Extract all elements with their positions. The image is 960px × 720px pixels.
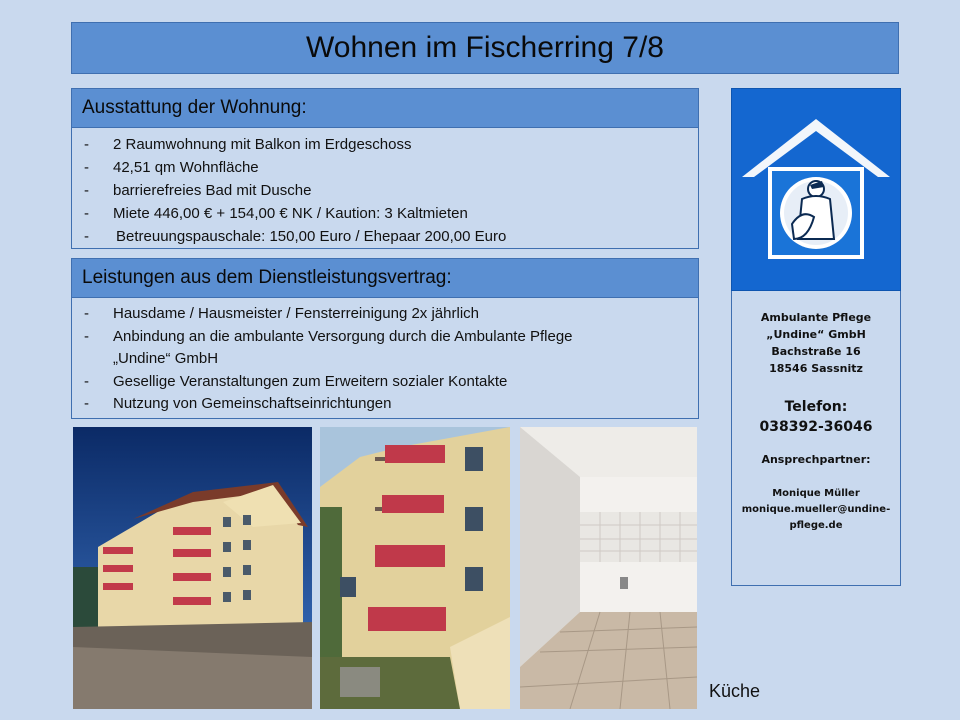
- contact-person: [732, 486, 900, 534]
- list-item: - 42,51 qm Wohnfläche: [84, 159, 259, 176]
- contact-person-label: Ansprechpartner:: [761, 453, 871, 466]
- contact-person-name: Monique Müller: [772, 488, 860, 499]
- page-title: Wohnen im Fischerring 7/8: [71, 22, 899, 74]
- email-link-continuation[interactable]: pflege.de: [789, 520, 843, 531]
- list-item: - barrierefreies Bad mit Dusche: [84, 182, 312, 199]
- list-item: - Miete 446,00 € + 154,00 € NK / Kaution: 3 Kaltmieten: [84, 205, 468, 222]
- photo-caption: Küche: [709, 681, 761, 701]
- undine-logo: [731, 88, 901, 291]
- services-heading: Leistungen aus dem Dienstleistungsvertrag:: [72, 259, 698, 298]
- balconies-photo: [320, 427, 510, 709]
- equipment-section: [71, 88, 699, 249]
- list-item: - Gesellige Veranstaltungen zum Erweitern sozialer Kontakte: [84, 372, 508, 390]
- list-item: - Hausdame / Hausmeister / Fensterreinigung 2x jährlich: [84, 305, 479, 322]
- phone-number: 038392-36046: [759, 419, 873, 435]
- equipment-heading: Ausstattung der Wohnung:: [72, 89, 698, 128]
- services-list: [72, 298, 698, 416]
- contact-box: [731, 291, 901, 586]
- list-item: - Anbindung an die ambulante Versorgung durch die Ambulante Pflege: [84, 327, 573, 345]
- equipment-list: [72, 128, 698, 248]
- kitchen-photo: [520, 427, 697, 709]
- list-item: - 2 Raumwohnung mit Balkon im Erdgeschoss: [84, 136, 412, 153]
- company-address: Ambulante Pflege „Undine“ GmbH Bachstraße 16 18546 Sassnitz: [760, 311, 872, 375]
- building-exterior-photo: [73, 427, 312, 709]
- list-item: - Nutzung von Gemeinschaftseinrichtungen: [84, 395, 392, 412]
- services-section: [71, 258, 699, 419]
- list-item-continuation: „Undine“ GmbH: [113, 350, 219, 367]
- email-link[interactable]: monique.mueller@undine-: [741, 504, 891, 515]
- house-nurse-icon: [732, 89, 900, 290]
- phone-label: Telefon:: [784, 399, 848, 415]
- list-item: - Betreuungspauschale: 150,00 Euro / Ehepaar 200,00 Euro: [84, 228, 507, 245]
